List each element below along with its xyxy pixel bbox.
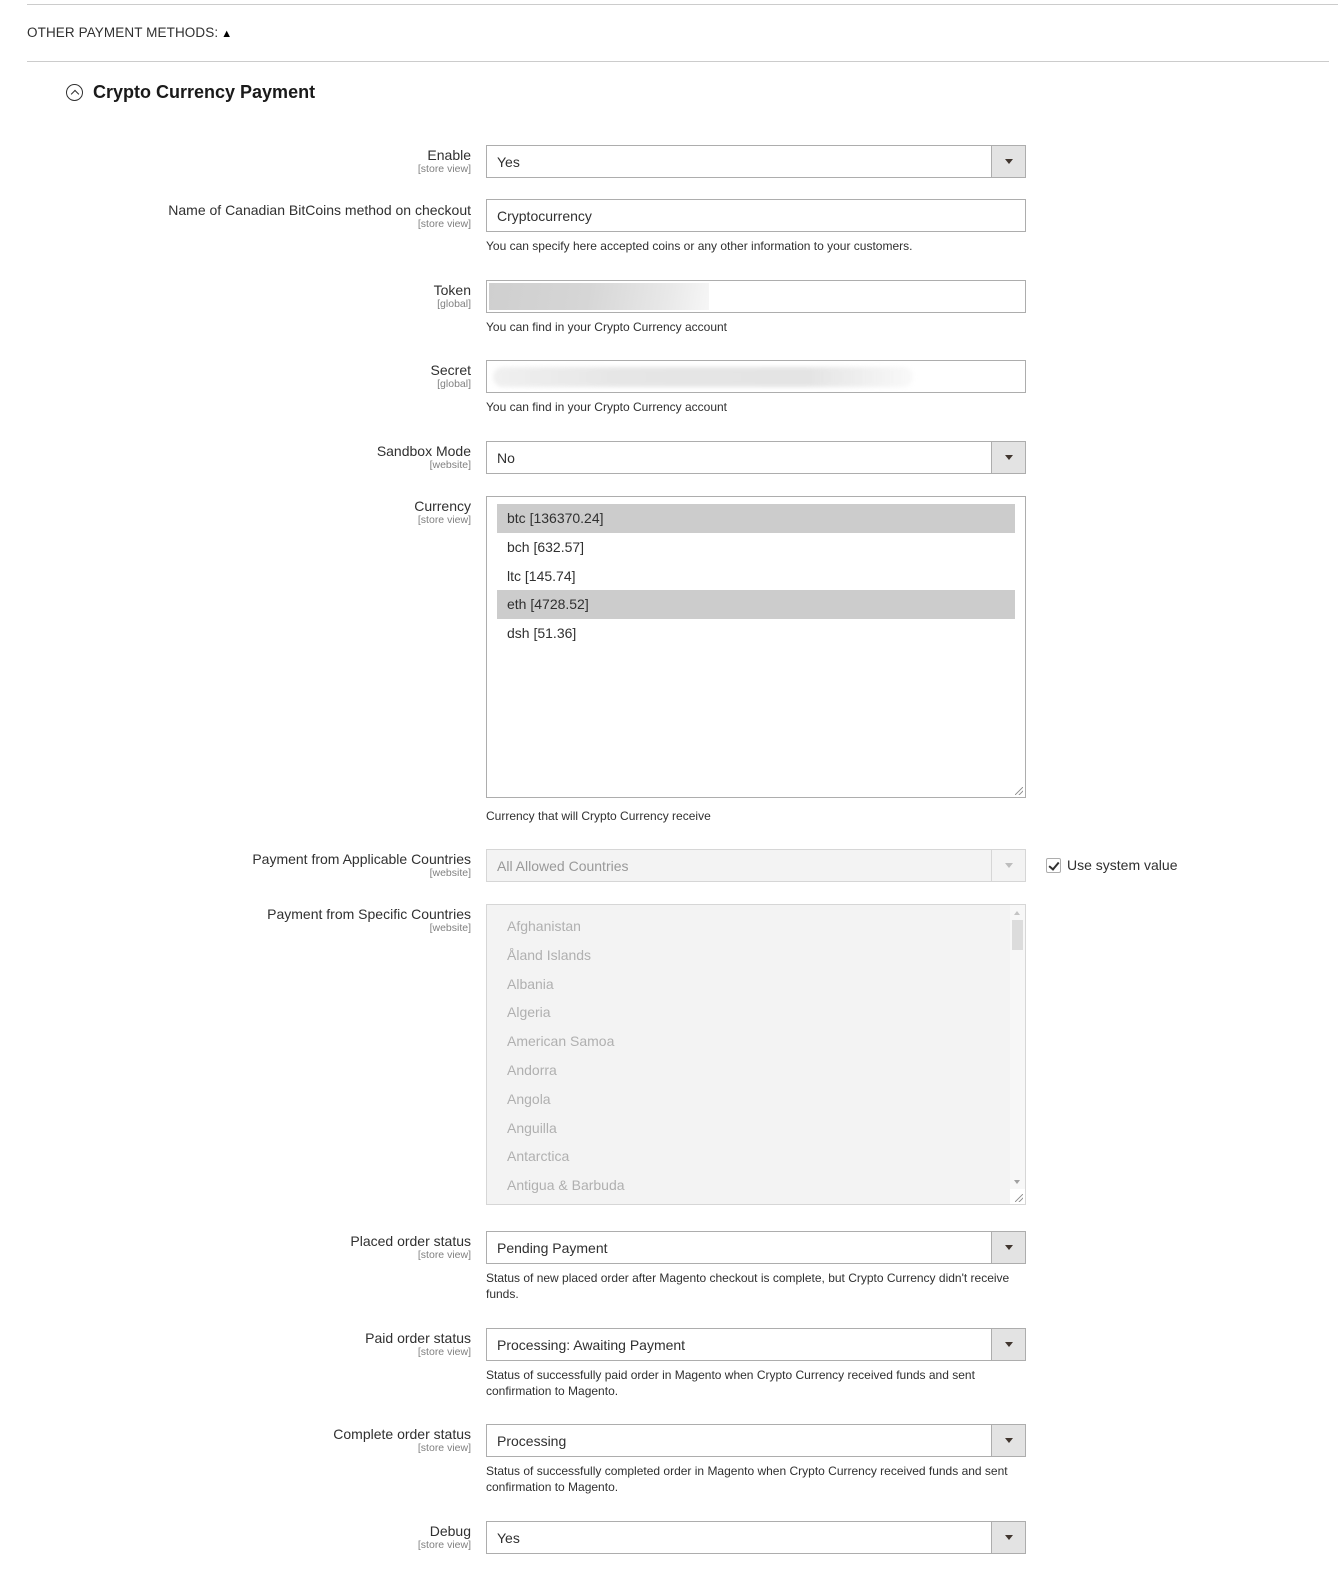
crypto-currency-payment-group-toggle[interactable] [66, 82, 315, 103]
field-label: Enable [store view] [417, 147, 471, 175]
country-option: Antigua & Barbuda [507, 1177, 625, 1194]
chevron-down-icon[interactable] [991, 1329, 1025, 1360]
use-system-value-checkbox[interactable] [1046, 857, 1177, 873]
paid-order-status-select[interactable]: Processing: Awaiting Payment [486, 1328, 1026, 1361]
debug-select[interactable]: Yes [486, 1521, 1026, 1554]
resize-handle-icon[interactable] [1015, 787, 1023, 795]
method-name-input[interactable]: Cryptocurrency [486, 199, 1026, 232]
complete-order-status-select[interactable]: Processing [486, 1424, 1026, 1457]
field-note: You can find in your Crypto Currency account [486, 400, 728, 414]
field-note: Status of new placed order after Magento checkout is complete, but Crypto Currency didn't receive funds. [486, 1271, 1010, 1301]
specific-countries-multiselect[interactable] [486, 904, 1026, 1205]
section-header-label: OTHER PAYMENT METHODS: [27, 25, 219, 40]
placed-order-status-select[interactable]: Pending Payment [486, 1231, 1026, 1264]
field-note: Currency that will Crypto Currency receive [486, 809, 711, 823]
field-label: Sandbox Mode [website] [376, 443, 471, 471]
scroll-up-icon[interactable] [1014, 911, 1020, 915]
scrollbar-thumb[interactable] [1012, 920, 1023, 950]
field-label: Paid order status [store view] [365, 1330, 471, 1358]
token-input[interactable] [486, 280, 1026, 313]
redacted-value [493, 367, 913, 387]
group-title: Crypto Currency Payment [93, 82, 316, 102]
chevron-down-icon [991, 850, 1025, 881]
enable-select[interactable]: Yes [486, 145, 1026, 178]
currency-option[interactable]: ltc [145.74] [507, 567, 576, 584]
redacted-value [489, 283, 709, 310]
collapse-circle-icon [66, 84, 83, 101]
applicable-countries-select[interactable]: All Allowed Countries [486, 849, 1026, 882]
chevron-down-icon[interactable] [991, 1425, 1025, 1456]
country-option: Angola [507, 1090, 551, 1107]
country-option: Antarctica [507, 1148, 570, 1165]
country-option: American Samoa [507, 1033, 615, 1050]
field-label: Secret [global] [430, 362, 471, 390]
secret-input[interactable] [486, 360, 1026, 393]
chevron-down-icon[interactable] [991, 1522, 1025, 1553]
sandbox-mode-select[interactable]: No [486, 441, 1026, 474]
country-option: Åland Islands [507, 946, 592, 963]
field-note: Status of successfully completed order in Magento when Crypto Currency received funds and sent confirmation to Magento. [486, 1464, 1008, 1494]
field-label: Payment from Applicable Countries [website] [252, 851, 471, 879]
field-label: Complete order status [store view] [333, 1426, 471, 1454]
field-label: Debug [store view] [417, 1523, 471, 1551]
triangle-up-icon: ▲ [221, 28, 233, 40]
country-option: Algeria [507, 1004, 551, 1021]
chevron-down-icon[interactable] [991, 146, 1025, 177]
field-note: You can specify here accepted coins or any other information to your customers. [486, 239, 913, 253]
currency-option[interactable]: bch [632.57] [507, 538, 585, 555]
currency-multiselect[interactable] [486, 496, 1026, 798]
use-system-value-label: Use system value [1067, 857, 1178, 873]
chevron-down-icon[interactable] [991, 1232, 1025, 1263]
scroll-corner [1010, 1189, 1025, 1204]
checkmark-icon[interactable] [1046, 858, 1061, 873]
country-option: Afghanistan [507, 918, 581, 934]
currency-option[interactable]: btc [136370.24] [497, 504, 1015, 533]
field-label: Name of Canadian BitCoins method on checkout [store view] [168, 202, 471, 230]
country-option: Anguilla [507, 1119, 557, 1136]
field-note: Status of successfully paid order in Magento when Crypto Currency received funds and sent confirmation to Magento. [486, 1368, 975, 1398]
resize-handle-icon[interactable] [1015, 1194, 1023, 1202]
country-option: Albania [507, 975, 554, 992]
section-divider [27, 61, 1329, 62]
field-label: Token [global] [433, 282, 471, 310]
scrollbar[interactable] [1010, 905, 1025, 1190]
country-option: Andorra [507, 1061, 557, 1078]
other-payment-methods-toggle[interactable] [27, 25, 232, 40]
currency-option[interactable]: eth [4728.52] [497, 590, 1015, 619]
currency-option[interactable]: dsh [51.36] [507, 625, 577, 642]
top-divider [27, 4, 1338, 5]
scroll-down-icon[interactable] [1014, 1180, 1020, 1184]
field-label: Placed order status [store view] [350, 1233, 471, 1261]
field-label: Payment from Specific Countries [website] [267, 906, 471, 934]
field-label: Currency [store view] [414, 498, 471, 526]
field-note: You can find in your Crypto Currency account [486, 320, 728, 334]
chevron-down-icon[interactable] [991, 442, 1025, 473]
